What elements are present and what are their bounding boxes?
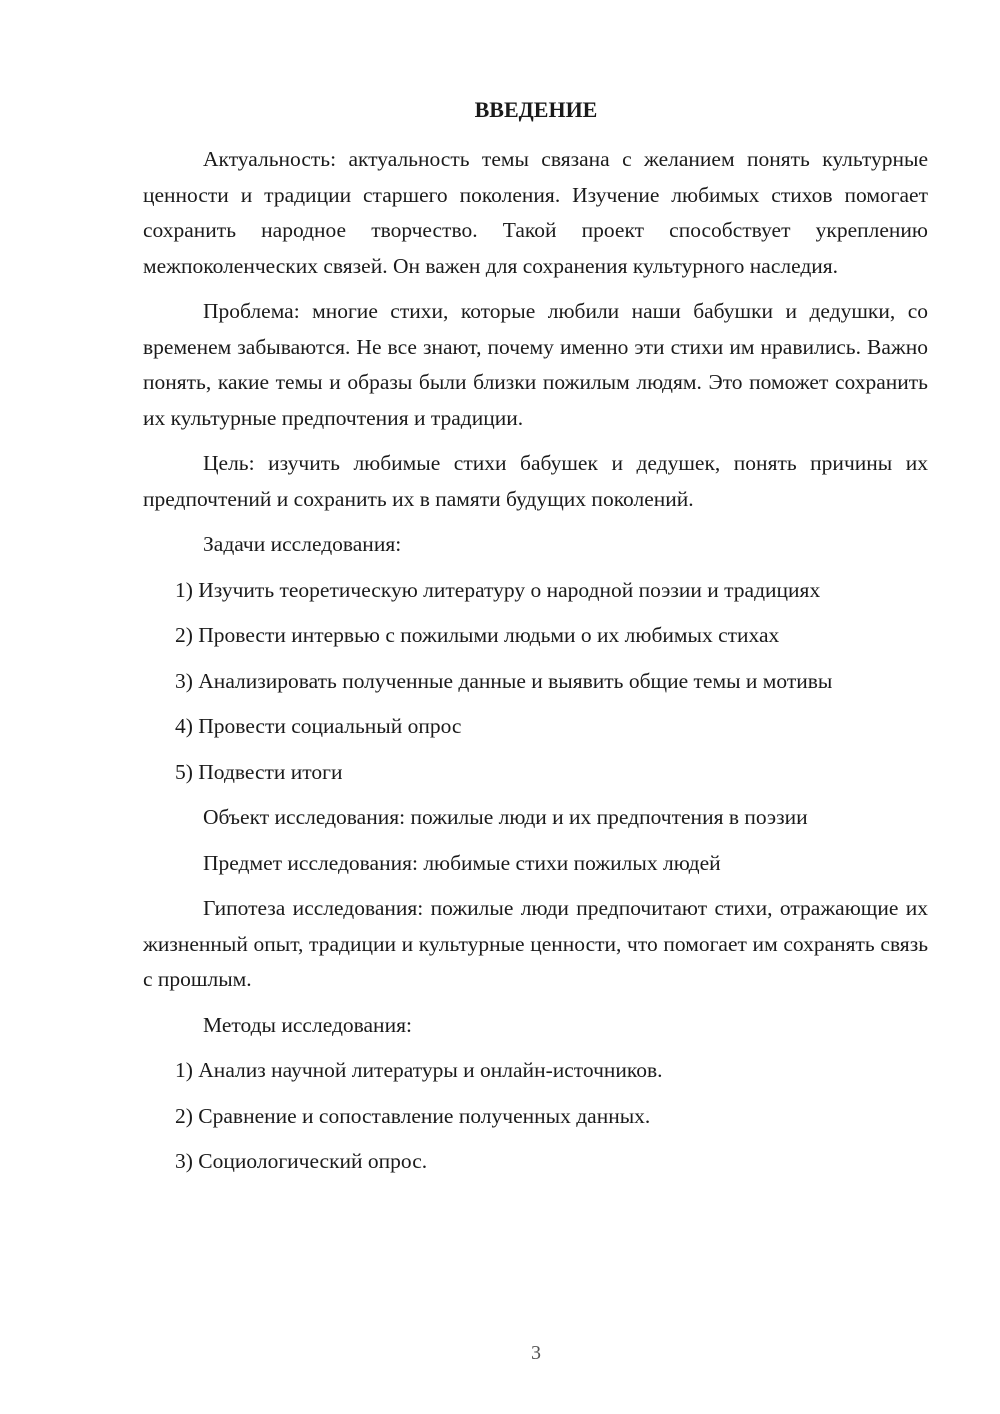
list-item: 3) Социологический опрос. xyxy=(175,1149,428,1173)
object-paragraph: Объект исследования: пожилые люди и их предпочтения в поэзии xyxy=(203,805,808,829)
problem-paragraph: Проблема: многие стихи, которые любили наши бабушки и дедушки, со временем забываются. Не все знают, почему именно эти стихи им нравились. Важно понять, какие темы и образы были близки пожилым людям. Это поможет сохранить их культурные предпочтения и традиции. xyxy=(143,299,928,430)
goal-paragraph: Цель: изучить любимые стихи бабушек и дедушек, понять причины их предпочтений и сохранить их в памяти будущих поколений. xyxy=(143,451,928,511)
page-number: 3 xyxy=(531,1342,541,1364)
subject-paragraph: Предмет исследования: любимые стихи пожилых людей xyxy=(203,850,721,875)
page-title: ВВЕДЕНИЕ xyxy=(474,97,598,122)
list-item: 1) Анализ научной литературы и онлайн-источников. xyxy=(175,1058,663,1082)
list-item: 2) Сравнение и сопоставление полученных данных. xyxy=(175,1103,651,1128)
hypothesis-paragraph: Гипотеза исследования: пожилые люди предпочитают стихи, отражающие их жизненный опыт, традиции и культурные ценности, что помогает им сохранять связь с прошлым. xyxy=(143,896,928,991)
list-item: 2) Провести интервью с пожилыми людьми о их любимых стихах xyxy=(175,623,780,647)
methods-title: Методы исследования: xyxy=(203,1012,412,1037)
list-item: 3) Анализировать полученные данные и выявить общие темы и мотивы xyxy=(175,668,833,693)
list-item: 1) Изучить теоретическую литературу о народной поэзии и традициях xyxy=(175,577,821,602)
tasks-title: Задачи исследования: xyxy=(203,532,402,556)
list-item: 5) Подвести итоги xyxy=(175,759,343,784)
document-body xyxy=(143,142,928,1190)
list-item: 4) Провести социальный опрос xyxy=(175,714,462,738)
relevance-paragraph: Актуальность: актуальность темы связана с желанием понять культурные ценности и традиции старшего поколения. Изучение любимых стихов помогает сохранить народное творчество. Такой проект способствует укреплению межпоколенческих связей. Он важен для сохранения культурного наследия. xyxy=(143,147,928,278)
